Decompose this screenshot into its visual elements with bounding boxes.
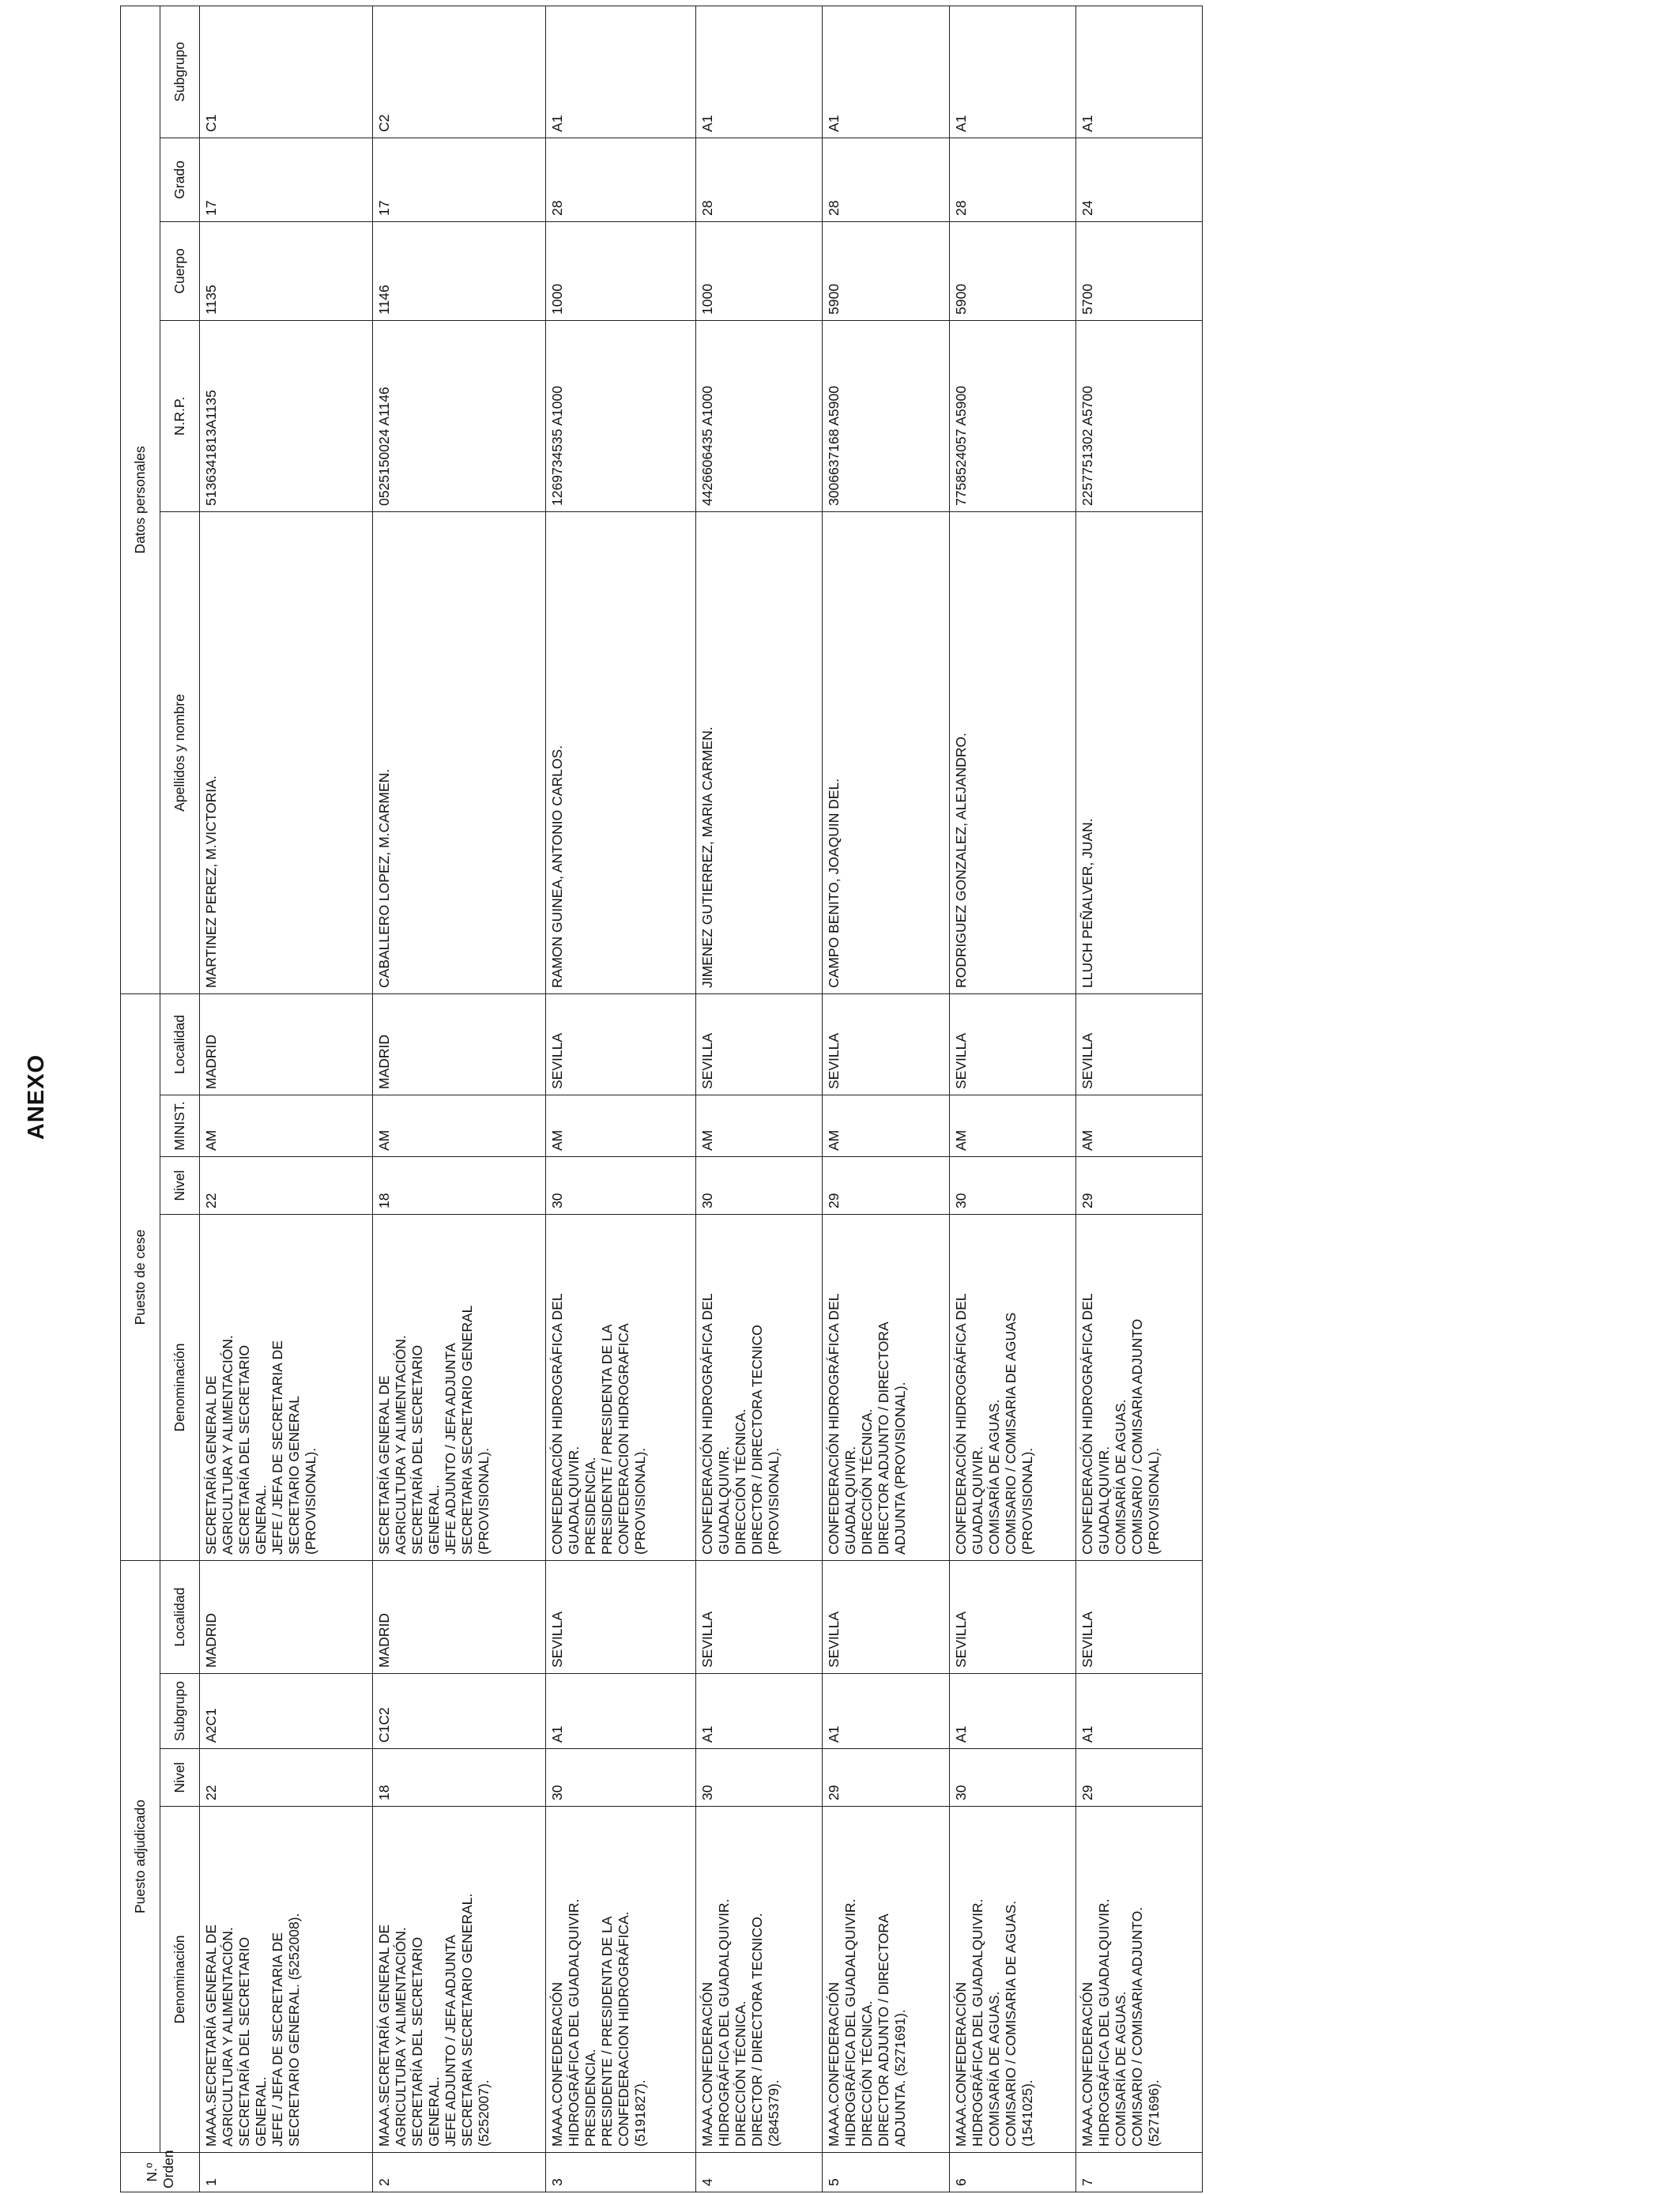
denominacion-line: MAAA.CONFEDERACIÓN bbox=[826, 1981, 842, 2147]
denominacion-line: PRESIDENTE / PRESIDENTA DE LA bbox=[599, 1324, 616, 1555]
denominacion-line: PRESIDENCIA. bbox=[582, 1457, 599, 1555]
denominacion-line: MAAA.CONFEDERACIÓN bbox=[952, 1981, 969, 2147]
cese-nivel-cell: 22 bbox=[200, 1157, 373, 1215]
header-datos-personales: Datos personales bbox=[121, 6, 160, 993]
header-sub-row bbox=[160, 6, 200, 2192]
table-row bbox=[373, 6, 546, 2192]
denominacion-line: SECRETARIO GENERAL. (5252008). bbox=[286, 1913, 302, 2147]
denominacion-line: COMISARÍA DE AGUAS. bbox=[1112, 1399, 1128, 1555]
denominacion-line: (2845379). bbox=[766, 2079, 782, 2147]
subgrupo-cell: A1 bbox=[546, 6, 696, 138]
denominacion-line: MAAA.CONFEDERACIÓN bbox=[1079, 1981, 1095, 2147]
nrp-cell: 1269734535 A1000 bbox=[546, 320, 696, 511]
denominacion-line: DIRECCIÓN TÉCNICA. bbox=[859, 1408, 876, 1555]
header-adj-nivel: Nivel bbox=[160, 1749, 200, 1807]
apellidos-nombre-cell: JIMENEZ GUTIERREZ, MARIA CARMEN. bbox=[696, 511, 823, 993]
cese-denominacion-cell bbox=[1075, 1215, 1202, 1561]
adj-subgrupo-cell: A1 bbox=[546, 1674, 696, 1749]
denominacion-line: (PROVISIONAL). bbox=[766, 1447, 782, 1555]
header-cese-denominacion: Denominación bbox=[160, 1215, 200, 1561]
adj-denominacion-cell bbox=[373, 1807, 546, 2153]
denominacion-line: SECRETARIO GENERAL bbox=[286, 1396, 302, 1555]
adj-localidad-cell: MADRID bbox=[373, 1561, 546, 1674]
denominacion-line: ADJUNTA. (5271691). bbox=[892, 2009, 909, 2147]
denominacion-line: DIRECTOR / DIRECTORA TECNICO bbox=[749, 1325, 766, 1555]
cese-denominacion-cell bbox=[200, 1215, 373, 1561]
header-group-row bbox=[121, 6, 160, 2192]
cuerpo-cell: 1000 bbox=[696, 221, 823, 320]
header-grado: Grado bbox=[160, 138, 200, 221]
header-cese-localidad: Localidad bbox=[160, 993, 200, 1095]
cese-nivel-cell: 29 bbox=[823, 1157, 949, 1215]
denominacion-line: COMISARÍA DE AGUAS. bbox=[985, 1399, 1002, 1555]
subgrupo-cell: A1 bbox=[823, 6, 949, 138]
denominacion-line: SECRETARÍA DEL SECRETARIO bbox=[236, 1936, 252, 2147]
adj-nivel-cell: 29 bbox=[1075, 1749, 1202, 1807]
adj-localidad-cell: MADRID bbox=[200, 1561, 373, 1674]
orden-cell: 7 bbox=[1075, 2153, 1202, 2192]
nrp-cell: 3006637168 A5900 bbox=[823, 320, 949, 511]
adj-denominacion-cell bbox=[949, 1807, 1075, 2153]
denominacion-line: SECRETARÍA DEL SECRETARIO bbox=[236, 1344, 252, 1555]
denominacion-line: SECRETARÍA DEL SECRETARIO bbox=[409, 1936, 426, 2147]
denominacion-line: COMISARIO / COMISARIA DE AGUAS. bbox=[1002, 1900, 1019, 2147]
header-subgrupo: Subgrupo bbox=[160, 6, 200, 138]
apellidos-nombre-cell: RODRIGUEZ GONZALEZ, ALEJANDRO. bbox=[949, 511, 1075, 993]
cese-localidad-cell: MADRID bbox=[373, 993, 546, 1095]
adj-nivel-cell: 18 bbox=[373, 1749, 546, 1807]
table-row bbox=[200, 6, 373, 2192]
cese-nivel-cell: 30 bbox=[949, 1157, 1075, 1215]
cese-denominacion-cell bbox=[546, 1215, 696, 1561]
apellidos-nombre-cell: CAMPO BENITO, JOAQUIN DEL. bbox=[823, 511, 949, 993]
denominacion-line: SECRETARIA SECRETARIO GENERAL. bbox=[459, 1893, 476, 2147]
denominacion-line: (PROVISIONAL). bbox=[1145, 1447, 1162, 1555]
cese-minist-cell: AM bbox=[696, 1095, 823, 1157]
orden-cell: 2 bbox=[373, 2153, 546, 2192]
table-row bbox=[1075, 6, 1202, 2192]
cese-localidad-cell: SEVILLA bbox=[546, 993, 696, 1095]
denominacion-line: HIDROGRÁFICA DEL GUADALQUIVIR. bbox=[969, 1898, 985, 2147]
apellidos-nombre-cell: RAMON GUINEA, ANTONIO CARLOS. bbox=[546, 511, 696, 993]
cese-minist-cell: AM bbox=[949, 1095, 1075, 1157]
nrp-cell: 0525150024 A1146 bbox=[373, 320, 546, 511]
denominacion-line: CONFEDERACION HIDROGRAFICA bbox=[616, 1323, 632, 1555]
adj-subgrupo-cell: A1 bbox=[823, 1674, 949, 1749]
grado-cell: 28 bbox=[949, 138, 1075, 221]
denominacion-line: COMISARIO / COMISARIA ADJUNTO. bbox=[1128, 1906, 1145, 2147]
cese-localidad-cell: SEVILLA bbox=[823, 993, 949, 1095]
cese-minist-cell: AM bbox=[823, 1095, 949, 1157]
subgrupo-cell: A1 bbox=[1075, 6, 1202, 138]
grado-cell: 24 bbox=[1075, 138, 1202, 221]
cese-denominacion-cell bbox=[696, 1215, 823, 1561]
denominacion-line: SECRETARÍA DEL SECRETARIO bbox=[409, 1344, 426, 1555]
cese-denominacion-cell bbox=[949, 1215, 1075, 1561]
denominacion-line: MAAA.CONFEDERACIÓN bbox=[549, 1981, 566, 2147]
denominacion-line: CONFEDERACIÓN HIDROGRÁFICA DEL bbox=[549, 1293, 566, 1555]
denominacion-line: JEFE ADJUNTO / JEFA ADJUNTA bbox=[443, 1935, 459, 2147]
denominacion-line: (PROVISIONAL). bbox=[476, 1447, 492, 1555]
denominacion-line: CONFEDERACION HIDROGRÁFICA. bbox=[616, 1911, 632, 2147]
header-puesto-adjudicado: Puesto adjudicado bbox=[121, 1561, 160, 2153]
cuerpo-cell: 5900 bbox=[949, 221, 1075, 320]
anexo-table bbox=[120, 6, 1203, 2192]
adj-denominacion-cell bbox=[546, 1807, 696, 2153]
denominacion-line: SECRETARIA SECRETARIO GENERAL bbox=[459, 1305, 476, 1555]
cese-minist-cell: AM bbox=[373, 1095, 546, 1157]
denominacion-line: GUADALQUIVIR. bbox=[566, 1446, 582, 1555]
denominacion-line: COMISARÍA DE AGUAS. bbox=[985, 1991, 1002, 2147]
denominacion-line: DIRECCIÓN TÉCNICA. bbox=[733, 1408, 749, 1555]
grado-cell: 28 bbox=[546, 138, 696, 221]
cese-nivel-cell: 30 bbox=[546, 1157, 696, 1215]
denominacion-line: CONFEDERACIÓN HIDROGRÁFICA DEL bbox=[952, 1293, 969, 1555]
denominacion-line: GUADALQUIVIR. bbox=[716, 1446, 733, 1555]
denominacion-line: SECRETARÍA GENERAL DE bbox=[376, 1375, 393, 1555]
subgrupo-cell: C1 bbox=[200, 6, 373, 138]
denominacion-line: GENERAL. bbox=[426, 1484, 443, 1555]
adj-subgrupo-cell: A1 bbox=[1075, 1674, 1202, 1749]
cese-minist-cell: AM bbox=[546, 1095, 696, 1157]
denominacion-line: (5191827). bbox=[632, 2079, 649, 2147]
denominacion-line: (5271696). bbox=[1145, 2079, 1162, 2147]
denominacion-line: GENERAL. bbox=[426, 2076, 443, 2147]
denominacion-line: DIRECTOR ADJUNTO / DIRECTORA bbox=[876, 1321, 892, 1555]
denominacion-line: AGRICULTURA Y ALIMENTACIÓN. bbox=[220, 1927, 235, 2147]
page-title: ANEXO bbox=[24, 1054, 49, 1140]
denominacion-line: (PROVISIONAL). bbox=[1019, 1447, 1035, 1555]
cese-denominacion-cell bbox=[373, 1215, 546, 1561]
cuerpo-cell: 1135 bbox=[200, 221, 373, 320]
denominacion-line: GUADALQUIVIR. bbox=[1095, 1446, 1112, 1555]
denominacion-line: COMISARÍA DE AGUAS. bbox=[1112, 1991, 1128, 2147]
header-adj-denominacion: Denominación bbox=[160, 1807, 200, 2153]
adj-nivel-cell: 30 bbox=[949, 1749, 1075, 1807]
header-adj-localidad: Localidad bbox=[160, 1561, 200, 1674]
orden-cell: 6 bbox=[949, 2153, 1075, 2192]
apellidos-nombre-cell: LLUCH PEÑALVER, JUAN. bbox=[1075, 511, 1202, 993]
header-cese-minist: MINIST. bbox=[160, 1095, 200, 1157]
nrp-cell: 2257751302 A5700 bbox=[1075, 320, 1202, 511]
denominacion-line: DIRECCIÓN TÉCNICA. bbox=[859, 2000, 876, 2147]
denominacion-line: MAAA.CONFEDERACIÓN bbox=[699, 1981, 716, 2147]
cese-denominacion-cell bbox=[823, 1215, 949, 1561]
adj-subgrupo-cell: A2C1 bbox=[200, 1674, 373, 1749]
denominacion-line: CONFEDERACIÓN HIDROGRÁFICA DEL bbox=[826, 1293, 842, 1555]
grado-cell: 17 bbox=[200, 138, 373, 221]
denominacion-line: (PROVISIONAL). bbox=[632, 1447, 649, 1555]
denominacion-line: (5252007). bbox=[476, 2079, 492, 2147]
cese-minist-cell: AM bbox=[200, 1095, 373, 1157]
adj-nivel-cell: 30 bbox=[546, 1749, 696, 1807]
subgrupo-cell: A1 bbox=[949, 6, 1075, 138]
cese-nivel-cell: 30 bbox=[696, 1157, 823, 1215]
grado-cell: 28 bbox=[696, 138, 823, 221]
header-orden: N.º Orden bbox=[121, 2153, 200, 2192]
denominacion-line: HIDROGRÁFICA DEL GUADALQUIVIR. bbox=[716, 1898, 733, 2147]
anexo-table-rotated bbox=[120, 6, 1203, 2192]
adj-localidad-cell: SEVILLA bbox=[949, 1561, 1075, 1674]
cuerpo-cell: 1000 bbox=[546, 221, 696, 320]
denominacion-line: MAAA.SECRETARÍA GENERAL DE bbox=[376, 1924, 393, 2147]
cese-nivel-cell: 18 bbox=[373, 1157, 546, 1215]
denominacion-line: COMISARIO / COMISARIA DE AGUAS bbox=[1002, 1312, 1019, 1555]
denominacion-line: (1541025). bbox=[1019, 2079, 1035, 2147]
table-row bbox=[546, 6, 696, 2192]
adj-localidad-cell: SEVILLA bbox=[546, 1561, 696, 1674]
adj-nivel-cell: 30 bbox=[696, 1749, 823, 1807]
grado-cell: 17 bbox=[373, 138, 546, 221]
orden-cell: 3 bbox=[546, 2153, 696, 2192]
apellidos-nombre-cell: MARTINEZ PEREZ, M.VICTORIA. bbox=[200, 511, 373, 993]
denominacion-line: JEFE / JEFA DE SECRETARIA DE bbox=[269, 1932, 285, 2147]
denominacion-line: AGRICULTURA Y ALIMENTACIÓN. bbox=[220, 1335, 235, 1555]
cese-localidad-cell: MADRID bbox=[200, 993, 373, 1095]
denominacion-line: JEFE / JEFA DE SECRETARIA DE bbox=[269, 1340, 285, 1555]
adj-nivel-cell: 22 bbox=[200, 1749, 373, 1807]
denominacion-line: GUADALQUIVIR. bbox=[842, 1446, 859, 1555]
cese-localidad-cell: SEVILLA bbox=[696, 993, 823, 1095]
denominacion-line: CONFEDERACIÓN HIDROGRÁFICA DEL bbox=[1079, 1293, 1095, 1555]
grado-cell: 28 bbox=[823, 138, 949, 221]
cuerpo-cell: 5700 bbox=[1075, 221, 1202, 320]
adj-localidad-cell: SEVILLA bbox=[823, 1561, 949, 1674]
cese-nivel-cell: 29 bbox=[1075, 1157, 1202, 1215]
denominacion-line: DIRECTOR / DIRECTORA TECNICO. bbox=[749, 1913, 766, 2147]
denominacion-line: JEFE ADJUNTO / JEFA ADJUNTA bbox=[443, 1343, 459, 1555]
denominacion-line: COMISARIO / COMISARIA ADJUNTO bbox=[1128, 1318, 1145, 1555]
cese-minist-cell: AM bbox=[1075, 1095, 1202, 1157]
denominacion-line: HIDROGRÁFICA DEL GUADALQUIVIR. bbox=[1095, 1898, 1112, 2147]
adj-denominacion-cell bbox=[823, 1807, 949, 2153]
denominacion-line: MAAA.SECRETARÍA GENERAL DE bbox=[203, 1924, 219, 2147]
table-row bbox=[823, 6, 949, 2192]
adj-subgrupo-cell: A1 bbox=[949, 1674, 1075, 1749]
table-row bbox=[696, 6, 823, 2192]
denominacion-line: DIRECCIÓN TÉCNICA. bbox=[733, 2000, 749, 2147]
nrp-cell: 7758524057 A5900 bbox=[949, 320, 1075, 511]
orden-cell: 4 bbox=[696, 2153, 823, 2192]
denominacion-line: PRESIDENTE / PRESIDENTA DE LA bbox=[599, 1916, 616, 2147]
denominacion-line: ADJUNTA (PROVISIONAL). bbox=[892, 1382, 909, 1555]
subgrupo-cell: A1 bbox=[696, 6, 823, 138]
nrp-cell: 4426606435 A1000 bbox=[696, 320, 823, 511]
adj-nivel-cell: 29 bbox=[823, 1749, 949, 1807]
denominacion-line: AGRICULTURA Y ALIMENTACIÓN. bbox=[393, 1335, 409, 1555]
cuerpo-cell: 5900 bbox=[823, 221, 949, 320]
denominacion-line: GENERAL. bbox=[253, 1484, 269, 1555]
header-nrp: N.R.P. bbox=[160, 320, 200, 511]
header-adj-subgrupo: Subgrupo bbox=[160, 1674, 200, 1749]
table-body bbox=[200, 6, 1203, 2192]
header-puesto-cese: Puesto de cese bbox=[121, 993, 160, 1560]
cuerpo-cell: 1146 bbox=[373, 221, 546, 320]
cese-localidad-cell: SEVILLA bbox=[949, 993, 1075, 1095]
adj-localidad-cell: SEVILLA bbox=[696, 1561, 823, 1674]
adj-denominacion-cell bbox=[1075, 1807, 1202, 2153]
cese-localidad-cell: SEVILLA bbox=[1075, 993, 1202, 1095]
denominacion-line: AGRICULTURA Y ALIMENTACIÓN. bbox=[393, 1927, 409, 2147]
header-cese-nivel: Nivel bbox=[160, 1157, 200, 1215]
denominacion-line: HIDROGRÁFICA DEL GUADALQUIVIR. bbox=[842, 1898, 859, 2147]
adj-subgrupo-cell: C1C2 bbox=[373, 1674, 546, 1749]
adj-denominacion-cell bbox=[696, 1807, 823, 2153]
denominacion-line: PRESIDENCIA. bbox=[582, 2049, 599, 2147]
apellidos-nombre-cell: CABALLERO LOPEZ, M.CARMEN. bbox=[373, 511, 546, 993]
header-cuerpo: Cuerpo bbox=[160, 221, 200, 320]
denominacion-line: GUADALQUIVIR. bbox=[969, 1446, 985, 1555]
orden-cell: 1 bbox=[200, 2153, 373, 2192]
adj-subgrupo-cell: A1 bbox=[696, 1674, 823, 1749]
orden-cell: 5 bbox=[823, 2153, 949, 2192]
subgrupo-cell: C2 bbox=[373, 6, 546, 138]
nrp-cell: 5136341813A1135 bbox=[200, 320, 373, 511]
denominacion-line: (PROVISIONAL). bbox=[303, 1447, 318, 1555]
header-apellidos-nombre: Apellidos y nombre bbox=[160, 511, 200, 993]
table-row bbox=[949, 6, 1075, 2192]
denominacion-line: CONFEDERACIÓN HIDROGRÁFICA DEL bbox=[699, 1293, 716, 1555]
adj-denominacion-cell bbox=[200, 1807, 373, 2153]
denominacion-line: GENERAL. bbox=[253, 2076, 269, 2147]
adj-localidad-cell: SEVILLA bbox=[1075, 1561, 1202, 1674]
denominacion-line: DIRECTOR ADJUNTO / DIRECTORA bbox=[876, 1913, 892, 2147]
denominacion-line: SECRETARÍA GENERAL DE bbox=[203, 1375, 219, 1555]
denominacion-line: HIDROGRÁFICA DEL GUADALQUIVIR. bbox=[566, 1898, 582, 2147]
